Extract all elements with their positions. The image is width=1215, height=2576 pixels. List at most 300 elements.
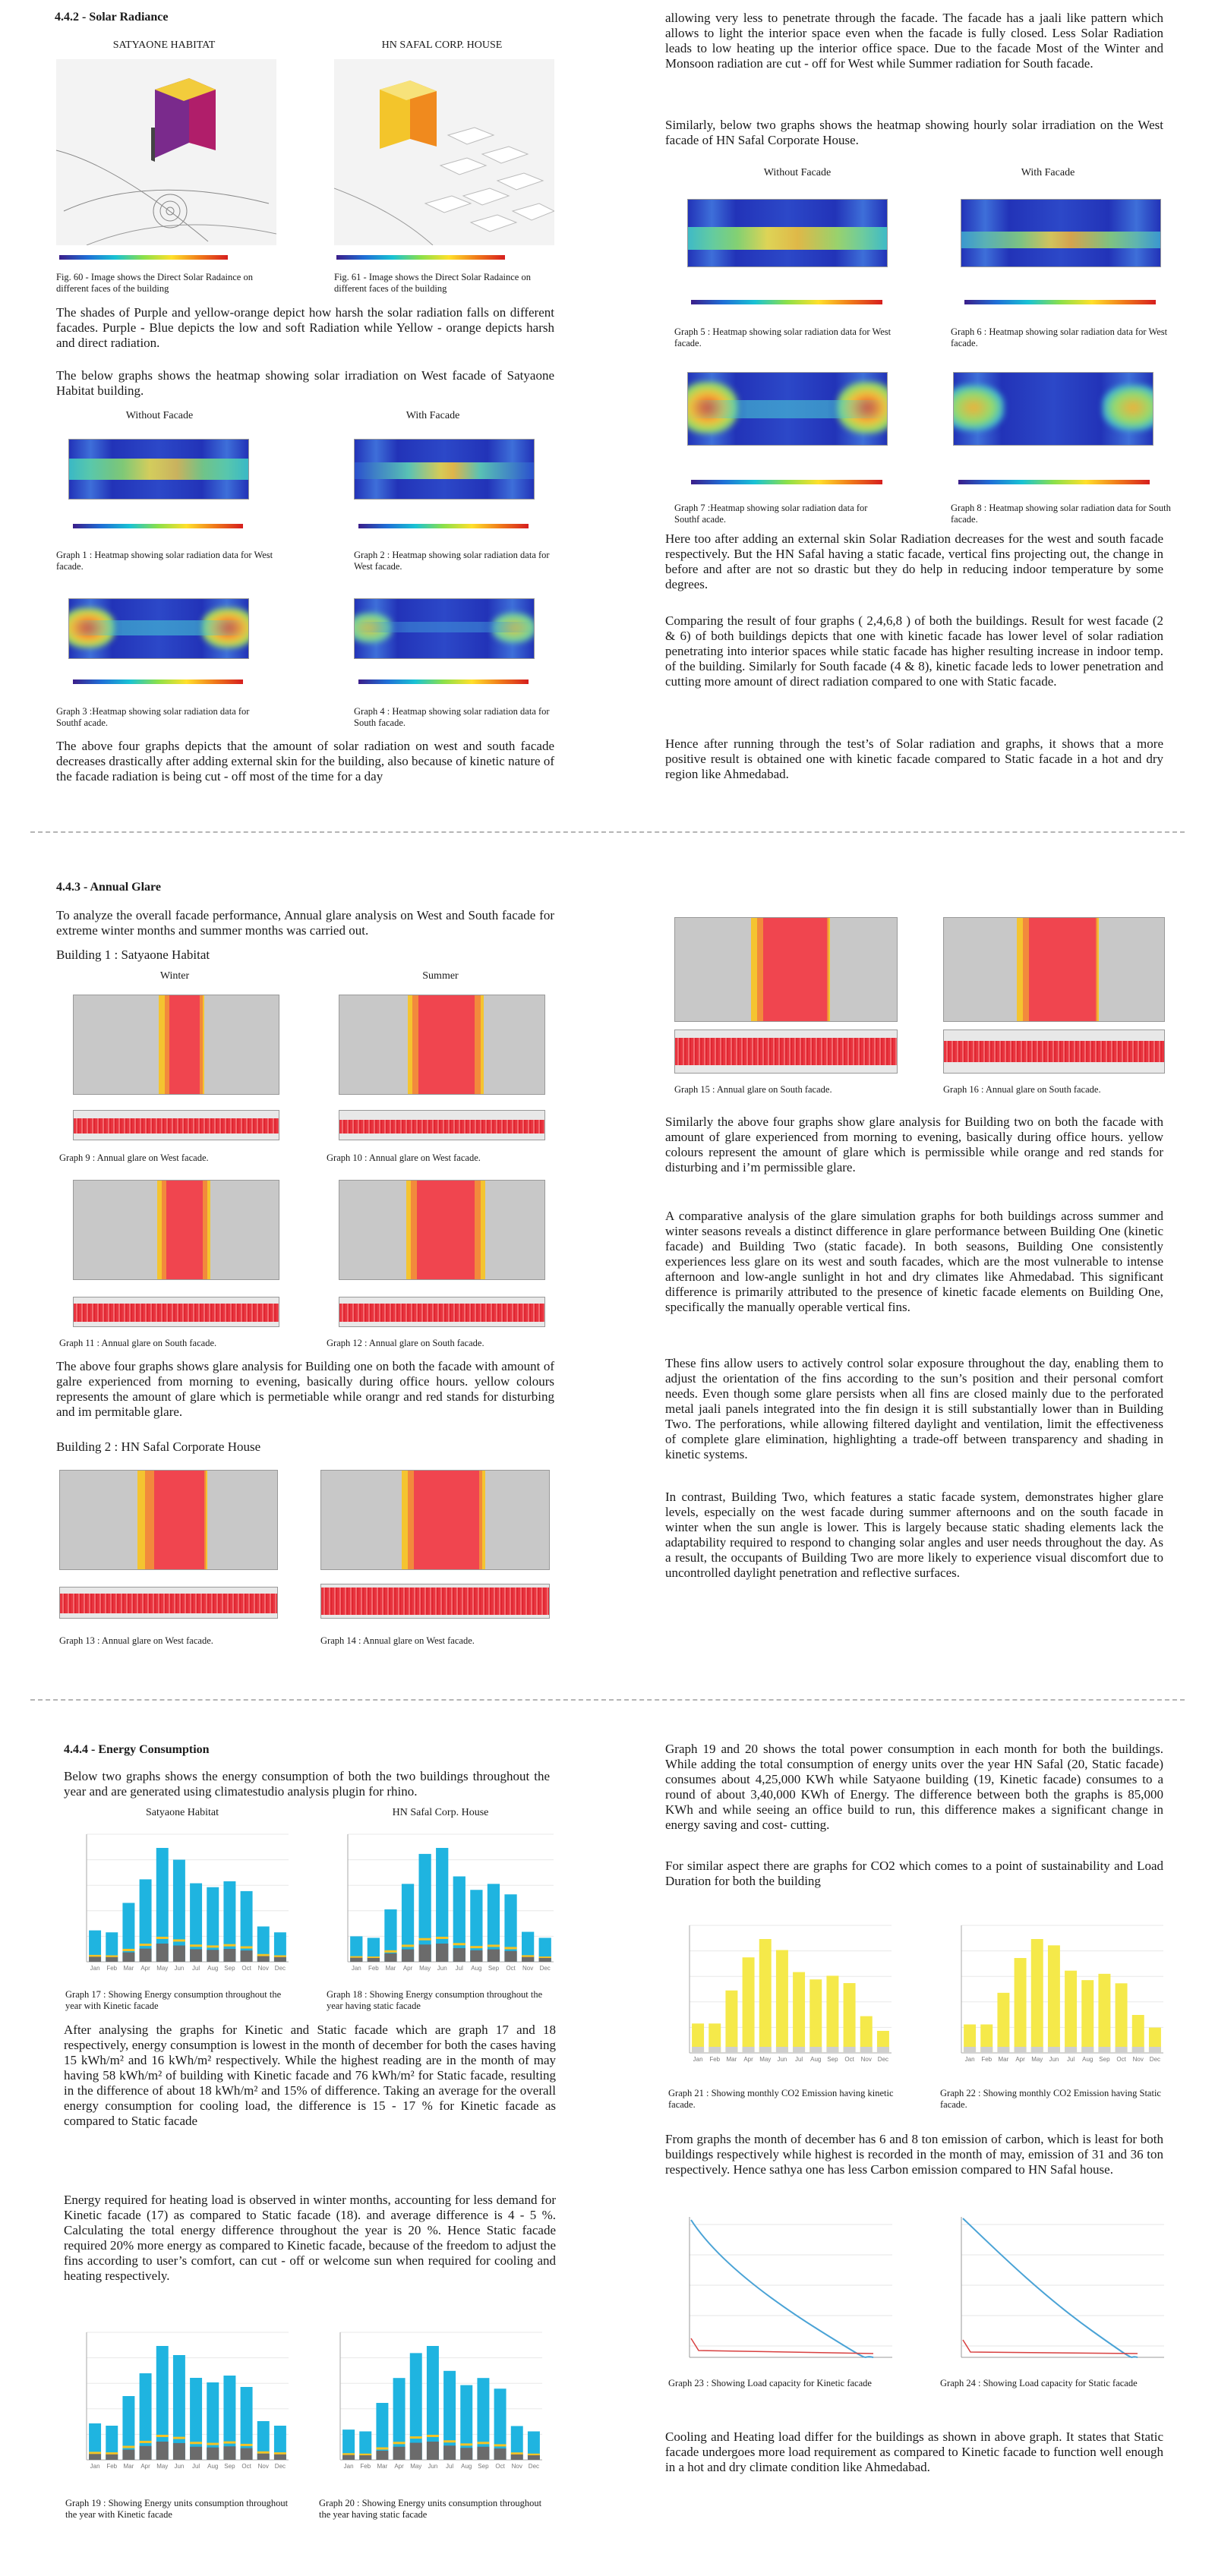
tick-label-dec: Dec — [274, 2463, 286, 2470]
bar-segment-equipment — [223, 1949, 235, 1962]
paragraph: The shades of Purple and yellow-orange depict how harsh the solar radiation falls on different facades. Purple - Blue depicts the low and soft Radiation while Yellow - orange depicts harsh and direct radiation. — [56, 305, 554, 350]
tick-label-aug: Aug — [461, 2463, 472, 2470]
bar-segment-equipment — [393, 2447, 406, 2460]
tick-label-oct: Oct — [241, 2463, 251, 2470]
tick-label-jun: Jun — [428, 2463, 438, 2470]
glare-strip-graph-12 — [339, 1297, 545, 1327]
tick-label-may: May — [759, 2056, 772, 2063]
tick-label-sep: Sep — [478, 2463, 489, 2470]
glare-strip-graph-13 — [59, 1587, 278, 1619]
chart-title-hn-safal: HN Safal Corp. House — [392, 1807, 489, 1818]
bar-segment-base — [826, 2047, 838, 2053]
heatmap-graph-2 — [354, 439, 535, 500]
glare-strip-graph-11 — [73, 1297, 279, 1327]
bar-aug — [1081, 1980, 1094, 2053]
tick-label-aug: Aug — [810, 2056, 822, 2063]
bar-segment-equipment — [190, 2447, 202, 2460]
bar-segment-lighting — [156, 1937, 169, 1939]
paragraph: Similarly the above four graphs show glare analysis for Building two on both the facade with amount of glare experienced from morning to evening, basically during office hours. yellow colours represent the amount of glare which is permissible while orange and red stands for disturbing and i’m permissible glare. — [665, 1115, 1163, 1174]
image-title-satyaone: SATYAONE HABITAT — [112, 39, 216, 51]
tick-label-mar: Mar — [726, 2056, 737, 2063]
bar-segment-equipment — [140, 1949, 152, 1962]
paragraph: The below graphs shows the heatmap showing solar irradiation on West facade of Satyaone Habitat building. — [56, 368, 554, 398]
bar-segment-base — [997, 2047, 1009, 2053]
bar-segment-lighting — [257, 2451, 270, 2454]
tick-label-dec: Dec — [528, 2463, 540, 2470]
glare-chart-graph-13 — [59, 1470, 278, 1570]
caption-graph-23: Graph 23 : Showing Load capacity for Kinetic facade — [668, 2378, 872, 2388]
tick-label-jun: Jun — [1049, 2056, 1059, 2063]
bar-segment-equipment — [511, 2455, 523, 2460]
paragraph: Below two graphs shows the energy consumption of both the two buildings throughout the year and are generated using climatestudio analysis plugin for rhino. — [64, 1769, 550, 1799]
bar-segment-lighting — [241, 1947, 253, 1949]
tick-label-apr: Apr — [394, 2463, 404, 2470]
tick-label-nov: Nov — [257, 1965, 269, 1972]
paragraph: A comparative analysis of the glare simulation graphs for both buildings across summer and winter seasons reveals a distinct difference in glare performance between Building One (kinetic facade) and Building Two (static facade). In both seasons, Building One consistently experiences less glare on its west and south facades, which are the most vulnerable to intense afternoon and low-angle sunlight in hot and dry climates like Ahmedabad. This significant difference is primarily attributed to the presence of kinetic facade elements on Building One, specifically the manually operable vertical fins. — [665, 1209, 1163, 1314]
color-scale-bar — [691, 480, 882, 484]
color-scale-bar — [336, 255, 505, 260]
bar-mar — [725, 1991, 737, 2053]
paragraph: Cooling and Heating load differ for the buildings as shown in above graph. It states that Static facade undergoes more load requirement as compared to Kinetic facade to function well enough in a hot and dry climate condition like Ahmedabad. — [665, 2429, 1163, 2474]
heatmap-graph-1 — [68, 439, 249, 500]
bar-jun — [776, 1950, 788, 2053]
bar-segment-lighting — [443, 2440, 456, 2442]
caption-graph-20: Graph 20 : Showing Energy units consumption throughout the year having static facade — [319, 2498, 542, 2520]
bar-segment-base — [692, 2047, 704, 2053]
tick-label-feb: Feb — [709, 2056, 721, 2063]
bar-segment-equipment — [460, 2448, 472, 2460]
bar-segment-lighting — [460, 2443, 472, 2445]
heatmap-graph-7 — [687, 372, 888, 446]
tick-label-may: May — [1031, 2056, 1043, 2063]
caption-graph-21: Graph 21 : Showing monthly CO2 Emission having kinetic facade. — [668, 2088, 894, 2110]
label-with-facade: With Facade — [1021, 167, 1075, 178]
bar-segment-base — [860, 2047, 873, 2053]
bar-segment-base — [844, 2047, 856, 2053]
bar-sep — [826, 1975, 838, 2053]
color-scale-bar — [358, 524, 529, 528]
bar-segment-equipment — [156, 1944, 169, 1962]
load-duration-chart-graph-24 — [940, 2209, 1168, 2369]
paragraph: From graphs the month of december has 6 and 8 ton emission of carbon, which is least for both buildings respectively while highest is recorded in the month of may, emission of 31 and 36 ton respectively. Hence sathya one has less Carbon emission compared to HN Safal house. — [665, 2132, 1163, 2177]
bar-segment-base — [1015, 2047, 1027, 2053]
caption-graph-12: Graph 12 : Annual glare on South facade. — [327, 1338, 484, 1348]
label-without-facade: Without Facade — [125, 410, 194, 421]
tick-label-jan: Jan — [351, 1965, 361, 1972]
bar-segment-lighting — [140, 1944, 152, 1946]
bar-segment-base — [1132, 2047, 1144, 2053]
section-heading-energy-consumption: 4.4.4 - Energy Consumption — [64, 1743, 210, 1756]
bar-segment-base — [759, 2047, 772, 2053]
tick-label-jan: Jan — [343, 2463, 354, 2470]
bar-segment-lighting — [376, 2448, 388, 2450]
bar-segment-lighting — [257, 1954, 270, 1956]
bar-segment-equipment — [223, 2446, 235, 2460]
bar-chart-graph-18 — [327, 1825, 558, 1985]
bar-segment-lighting — [274, 2452, 286, 2455]
bar-segment-lighting — [393, 2442, 406, 2444]
tick-label-apr: Apr — [1015, 2056, 1025, 2063]
bar-chart-graph-17 — [65, 1825, 293, 1985]
tick-label-sep: Sep — [827, 2056, 838, 2063]
tick-label-aug: Aug — [471, 1965, 482, 1972]
tick-label-may: May — [419, 1965, 431, 1972]
bar-segment-base — [793, 2047, 805, 2053]
bar-segment-equipment — [241, 2448, 253, 2460]
bar-segment-base — [980, 2047, 993, 2053]
tick-label-mar: Mar — [123, 2463, 134, 2470]
color-scale-bar — [691, 300, 882, 304]
tick-label-jun: Jun — [174, 2463, 185, 2470]
label-summer: Summer — [422, 970, 459, 982]
caption-fig-61: Fig. 61 - Image shows the Direct Solar Radaince on different faces of the building — [334, 272, 531, 294]
hn-safal-render-image — [334, 59, 554, 245]
bar-may — [759, 1939, 772, 2053]
bar-chart-graph-19 — [65, 2323, 293, 2483]
bar-chart-graph-21 — [668, 1916, 896, 2076]
tick-label-oct: Oct — [241, 1965, 251, 1972]
tick-label-aug: Aug — [207, 1965, 219, 1972]
tick-label-nov: Nov — [511, 2463, 522, 2470]
load-duration-chart-graph-23 — [668, 2209, 896, 2369]
label-without-facade: Without Facade — [763, 167, 832, 178]
tick-label-jun: Jun — [437, 1965, 447, 1972]
tick-label-jul: Jul — [1066, 2056, 1075, 2063]
tick-label-feb: Feb — [106, 2463, 118, 2470]
bar-segment-equipment — [488, 1950, 500, 1962]
bar-segment-equipment — [274, 1957, 286, 1962]
color-scale-bar — [73, 679, 243, 684]
bar-may — [1031, 1939, 1043, 2053]
caption-graph-17: Graph 17 : Showing Energy consumption throughout the year with Kinetic facade — [65, 1989, 282, 2011]
tick-label-may: May — [156, 2463, 169, 2470]
tick-label-oct: Oct — [1116, 2056, 1126, 2063]
bar-segment-equipment — [539, 1958, 551, 1962]
tick-label-jul: Jul — [191, 2463, 200, 2470]
bar-segment-lighting — [156, 2435, 169, 2437]
bar-segment-equipment — [427, 2442, 439, 2460]
bar-mar — [997, 1993, 1009, 2053]
paragraph: To analyze the overall facade performance, Annual glare analysis on West and South facade for extreme winter months and summer months was carried out. — [56, 908, 554, 938]
caption-graph-15: Graph 15 : Annual glare on South facade. — [674, 1084, 832, 1095]
tick-label-dec: Dec — [1149, 2056, 1161, 2063]
color-scale-bar — [73, 524, 243, 528]
paragraph: Energy required for heating load is observed in winter months, accounting for less demand for Kinetic facade (17) as compared to Static facade (18). and average difference is 4 - 5 %. Calculating the total energy difference throughout the year is 20 %. Hence Static facade required 20% more energy as compared to Kinetic facade, because of the freedom to adjust the fins according to user’s comfort, can cut - off or welcome sun when required for cooling and heating respectively. — [64, 2193, 556, 2283]
label-with-facade: With Facade — [406, 410, 460, 421]
image-title-hn-safal: HN SAFAL CORP. HOUSE — [381, 39, 503, 51]
bar-segment-equipment — [122, 2450, 134, 2460]
tick-label-oct: Oct — [495, 2463, 505, 2470]
bar-segment-equipment — [122, 1953, 134, 1962]
glare-strip-graph-15 — [674, 1029, 898, 1074]
tick-label-mar: Mar — [123, 1965, 134, 1972]
bar-segment-lighting — [504, 1947, 516, 1949]
caption-graph-6: Graph 6 : Heatmap showing solar radiation data for West facade. — [951, 326, 1168, 348]
caption-graph-19: Graph 19 : Showing Energy units consumption throughout the year with Kinetic facade — [65, 2498, 289, 2520]
bar-segment-lighting — [494, 2444, 507, 2446]
bar-segment-lighting — [223, 1944, 235, 1947]
bar-segment-equipment — [173, 1945, 185, 1962]
bar-segment-base — [708, 2047, 721, 2053]
section-heading-solar-radiance: 4.4.2 - Solar Radiance — [55, 11, 169, 24]
tick-label-jan: Jan — [90, 1965, 100, 1972]
caption-graph-9: Graph 9 : Annual glare on West facade. — [59, 1152, 209, 1163]
tick-label-feb: Feb — [981, 2056, 993, 2063]
tick-label-jun: Jun — [174, 1965, 185, 1972]
tick-label-jul: Jul — [191, 1965, 200, 1972]
glare-chart-graph-9 — [73, 995, 279, 1095]
bar-segment-equipment — [241, 1950, 253, 1962]
tick-label-feb: Feb — [106, 1965, 118, 1972]
color-scale-bar — [59, 255, 228, 260]
bar-apr — [743, 1957, 755, 2053]
caption-fig-60: Fig. 60 - Image shows the Direct Solar Radaince on different faces of the building — [56, 272, 253, 294]
tick-label-dec: Dec — [539, 1965, 551, 1972]
tick-label-jan: Jan — [693, 2056, 703, 2063]
bar-segment-lighting — [173, 1939, 185, 1941]
tick-label-mar: Mar — [998, 2056, 1009, 2063]
glare-chart-graph-12 — [339, 1180, 545, 1280]
caption-graph-22: Graph 22 : Showing monthly CO2 Emission having Static facade. — [940, 2088, 1161, 2110]
caption-graph-4: Graph 4 : Heatmap showing solar radiation data for South facade. — [354, 706, 550, 728]
tick-label-sep: Sep — [488, 1965, 500, 1972]
tick-label-sep: Sep — [224, 1965, 235, 1972]
glare-chart-graph-10 — [339, 995, 545, 1095]
caption-graph-7: Graph 7 :Heatmap showing solar radiation data for Southf acade. — [674, 503, 868, 525]
caption-graph-24: Graph 24 : Showing Load capacity for Static facade — [940, 2378, 1138, 2388]
bar-segment-equipment — [156, 2442, 169, 2460]
bar-segment-lighting — [427, 2435, 439, 2437]
bar-segment-equipment — [494, 2448, 507, 2460]
tick-label-may: May — [410, 2463, 422, 2470]
bar-segment-equipment — [89, 1956, 101, 1962]
tick-label-feb: Feb — [368, 1965, 379, 1972]
tick-label-nov: Nov — [257, 2463, 269, 2470]
bar-oct — [1116, 1983, 1128, 2053]
bar-sep — [1098, 1974, 1110, 2053]
bar-segment-equipment — [257, 2454, 270, 2460]
bar-segment-lighting — [453, 1943, 465, 1945]
tick-label-dec: Dec — [877, 2056, 889, 2063]
building-2-label: Building 2 : HN Safal Corporate House — [56, 1439, 261, 1454]
bar-segment-base — [1065, 2047, 1077, 2053]
bar-segment-equipment — [359, 2455, 371, 2460]
bar-jul — [1065, 1971, 1077, 2053]
bar-segment-equipment — [274, 2455, 286, 2460]
glare-chart-graph-14 — [320, 1470, 550, 1570]
bar-segment-lighting — [106, 2452, 118, 2455]
bar-segment-lighting — [477, 2442, 489, 2444]
caption-graph-11: Graph 11 : Annual glare on South facade. — [59, 1338, 217, 1348]
bar-segment-lighting — [173, 2437, 185, 2439]
bar-aug — [809, 1979, 822, 2053]
bar-segment-lighting — [488, 1944, 500, 1947]
bar-segment-base — [877, 2047, 889, 2053]
caption-graph-14: Graph 14 : Annual glare on West facade. — [320, 1635, 475, 1646]
bar-segment-base — [1098, 2047, 1110, 2053]
bar-segment-equipment — [207, 2448, 219, 2460]
paragraph: Similarly, below two graphs shows the heatmap showing hourly solar irradiation on the West facade of HN Safal Corporate House. — [665, 118, 1163, 147]
caption-graph-5: Graph 5 : Heatmap showing solar radiation data for West facade. — [674, 326, 892, 348]
heatmap-graph-4 — [354, 598, 535, 659]
bar-segment-equipment — [522, 1957, 534, 1962]
bar-segment-lighting — [511, 2452, 523, 2455]
paragraph: The above four graphs depicts that the amount of solar radiation on west and south facade decreases drastically after adding external skin for the building, also because of kinetic nature of the facade radiation is being cut - off most of the time for a day — [56, 739, 554, 784]
paragraph: Hence after running through the test’s of Solar radiation and graphs, it shows that a more positive result is obtained one with kinetic facade compared to Static facade in a hot and dry region like Ahmedabad. — [665, 736, 1163, 781]
bar-segment-lighting — [223, 2442, 235, 2444]
bar-jul — [793, 1972, 805, 2053]
bar-segment-equipment — [173, 2443, 185, 2460]
bar-segment-equipment — [418, 1944, 431, 1962]
caption-graph-10: Graph 10 : Annual glare on West facade. — [327, 1152, 481, 1163]
bar-segment-base — [776, 2047, 788, 2053]
bar-jun — [1048, 1945, 1060, 2053]
bar-apr — [1015, 1958, 1027, 2053]
bar-segment-equipment — [528, 2455, 540, 2460]
bar-segment-lighting — [122, 2446, 134, 2448]
tick-label-nov: Nov — [860, 2056, 872, 2063]
bar-segment-lighting — [436, 1937, 448, 1939]
tick-label-nov: Nov — [522, 1965, 534, 1972]
tick-label-oct: Oct — [844, 2056, 854, 2063]
tick-label-nov: Nov — [1132, 2056, 1144, 2063]
bar-chart-graph-20 — [319, 2323, 547, 2483]
building-1-label: Building 1 : Satyaone Habitat — [56, 947, 210, 962]
tick-label-mar: Mar — [385, 1965, 396, 1972]
caption-graph-13: Graph 13 : Annual glare on West facade. — [59, 1635, 213, 1646]
bar-segment-lighting — [140, 2441, 152, 2443]
tick-label-mar: Mar — [377, 2463, 388, 2470]
bar-segment-base — [1031, 2047, 1043, 2053]
caption-graph-3: Graph 3 :Heatmap showing solar radiation data for Southf acade. — [56, 706, 250, 728]
bar-segment-lighting — [384, 1950, 396, 1953]
glare-chart-graph-11 — [73, 1180, 279, 1280]
bar-segment-equipment — [106, 2455, 118, 2460]
paragraph: Comparing the result of four graphs ( 2,4,6,8 ) of both the buildings. Result for west facade (2 & 6) of both buildings depicts that one with kinetic facade has lower level of solar radiation penetrating into interior spaces while static facade has higher resulting increase in indoor temp. of the building. Similarly for South facade (4 & 8), kinetic facade leds to lower penetration and cutting more amount of direct radiation compared to one with Static facade. — [665, 613, 1163, 689]
bar-segment-equipment — [190, 1949, 202, 1962]
bar-segment-lighting — [241, 2444, 253, 2446]
bar-segment-lighting — [418, 1938, 431, 1941]
section-divider — [30, 1699, 1185, 1701]
bar-segment-base — [1116, 2047, 1128, 2053]
bar-oct — [844, 1983, 856, 2053]
paragraph: After analysing the graphs for Kinetic and Static facade which are graph 17 and 18 respectively, energy consumption is lowest in the month of december for both the cases having 15 kWh/m² and 16 kWh/m² respectively. While the highest reading are in the month of may having 58 kWh/m² of building with Kinetic facade and 76 kWh/m² for Static facade, resulting in the difference of about 18 kWh/m² and 15% of difference. Taking an average for the overall energy consumption for cooling load, the difference is 15 - 17 % for Kinetic facade as compared to Static facade — [64, 2023, 556, 2128]
bar-segment-lighting — [190, 2442, 202, 2444]
paragraph: The above four graphs shows glare analysis for Building one on both the facade with amount of galre experienced from morning to evening, basically during office hours. yellow colours represents the amount of glare which is permetiable while orangr and red stands for disturbing and im permitable glare. — [56, 1359, 554, 1419]
bar-segment-base — [743, 2047, 755, 2053]
tick-label-jun: Jun — [777, 2056, 787, 2063]
bar-segment-equipment — [89, 2454, 101, 2460]
bar-segment-equipment — [453, 1948, 465, 1962]
tick-label-aug: Aug — [1082, 2056, 1094, 2063]
tick-label-jul: Jul — [445, 2463, 454, 2470]
tick-label-sep: Sep — [1099, 2056, 1110, 2063]
bar-segment-equipment — [376, 2451, 388, 2460]
bar-segment-equipment — [443, 2445, 456, 2460]
bar-segment-equipment — [402, 1950, 414, 1962]
tick-label-jan: Jan — [90, 2463, 100, 2470]
glare-chart-graph-15 — [674, 917, 898, 1022]
bar-segment-base — [809, 2047, 822, 2053]
tick-label-jul: Jul — [794, 2056, 803, 2063]
bar-segment-base — [1081, 2047, 1094, 2053]
chart-title-satyaone: Satyaone Habitat — [145, 1807, 219, 1818]
tick-label-jan: Jan — [964, 2056, 975, 2063]
bar-segment-lighting — [402, 1944, 414, 1947]
paragraph: In contrast, Building Two, which features a static facade system, demonstrates higher glare levels, especially on the west facade during summer afternoons and on the south facade in winter when the sun angle is lower. This is largely because static shading elements lack the adaptability required to respond to changing solar angles and user needs throughout the day. As a result, the occupants of Building Two are more likely to experience visual discomfort due to uncontrolled daylight penetration and reflective surfaces. — [665, 1490, 1163, 1580]
bar-segment-lighting — [89, 2451, 101, 2454]
glare-strip-graph-14 — [320, 1584, 550, 1619]
tick-label-feb: Feb — [360, 2463, 371, 2470]
satyaone-render-image — [56, 59, 276, 245]
bar-segment-equipment — [207, 1950, 219, 1962]
bar-segment-equipment — [350, 1958, 362, 1962]
paragraph: For similar aspect there are graphs for CO2 which comes to a point of sustainability and Load Duration for both the building — [665, 1859, 1163, 1888]
caption-graph-1: Graph 1 : Heatmap showing solar radiation data for West facade. — [56, 550, 273, 572]
bar-segment-lighting — [207, 1945, 219, 1947]
paragraph: allowing very less to penetrate through the facade. The facade has a jaali like pattern which allows to light the interior space even when the facade is fully closed. Less Solar Radiation leads to low heating up the interior office space. Due to the facade Most of the Winter and Monsoon radiation are cut - off for West while Summer radiation for South facade. — [665, 11, 1163, 71]
tick-label-aug: Aug — [207, 2463, 219, 2470]
bar-segment-base — [964, 2047, 976, 2053]
glare-strip-graph-9 — [73, 1110, 279, 1140]
bar-segment-equipment — [384, 1953, 396, 1962]
tick-label-jul: Jul — [455, 1965, 463, 1972]
bar-segment-equipment — [410, 2443, 422, 2461]
bar-segment-equipment — [342, 2455, 355, 2460]
tick-label-apr: Apr — [402, 1965, 413, 1972]
label-winter: Winter — [159, 970, 190, 982]
bar-segment-base — [1149, 2047, 1161, 2053]
section-heading-annual-glare: 4.4.3 - Annual Glare — [56, 881, 161, 894]
color-scale-bar — [358, 679, 529, 684]
paragraph: Here too after adding an external skin Solar Radiation decreases for the west and south facade respectively. But the HN Safal having a static facade, vertical fins projecting out, the change in before and after are not so drastic but they do help in reducing indoor temperature by some degrees. — [665, 531, 1163, 591]
color-scale-bar — [964, 300, 1156, 304]
heatmap-graph-3 — [68, 598, 249, 659]
bar-segment-lighting — [410, 2436, 422, 2439]
bar-segment-equipment — [470, 1950, 482, 1962]
bar-segment-equipment — [140, 2446, 152, 2460]
bar-segment-lighting — [470, 1946, 482, 1948]
paragraph: These fins allow users to actively control solar exposure throughout the day, enabling them to adjust the orientation of the fins according to the sun’s position and their personal comfort needs. Even though some glare persists when all fins are closed mainly due to the perforated metal jaali panels integrated into the fin design it is still substantially lower than in Building Two. The perforations, while allowing filtered daylight and ventilation, limit the effectiveness of complete glare elimination, highlighting a trade-off between transparency and shading in kinetic systems. — [665, 1356, 1163, 1461]
bar-segment-base — [1048, 2047, 1060, 2053]
tick-label-oct: Oct — [506, 1965, 516, 1972]
caption-graph-16: Graph 16 : Annual glare on South facade. — [943, 1084, 1101, 1095]
bar-segment-lighting — [122, 1949, 134, 1951]
heatmap-graph-5 — [687, 199, 888, 267]
bar-chart-graph-22 — [940, 1916, 1168, 2076]
bar-segment-equipment — [436, 1944, 448, 1962]
tick-label-dec: Dec — [274, 1965, 286, 1972]
bar-segment-lighting — [207, 2443, 219, 2445]
bar-segment-equipment — [504, 1951, 516, 1962]
color-scale-bar — [958, 480, 1150, 484]
tick-label-apr: Apr — [743, 2056, 753, 2063]
bar-segment-equipment — [106, 1957, 118, 1962]
glare-strip-graph-10 — [339, 1110, 545, 1140]
tick-label-may: May — [156, 1965, 169, 1972]
caption-graph-18: Graph 18 : Showing Energy consumption throughout the year having static facade — [327, 1989, 543, 2011]
paragraph: Graph 19 and 20 shows the total power consumption in each month for both the buildings. While adding the total consumption of energy units over the year HN Safal (20, Static facade) consumes about 4,25,000 KWh while Satyaone building (19, Kinetic facade) consumes to a round of about 3,40,000 KWh of Energy. The difference between both the graphs is 85,000 KWh and while seeing an office build to run, this difference makes a significant change in energy saving and cost- cutting. — [665, 1742, 1163, 1832]
section-divider — [30, 831, 1185, 833]
bar-segment-lighting — [190, 1944, 202, 1947]
bar-segment-equipment — [257, 1956, 270, 1962]
glare-strip-graph-16 — [943, 1029, 1165, 1074]
caption-graph-2: Graph 2 : Heatmap showing solar radiation data for West facade. — [354, 550, 550, 572]
glare-chart-graph-16 — [943, 917, 1165, 1022]
tick-label-sep: Sep — [224, 2463, 235, 2470]
heatmap-graph-8 — [953, 372, 1153, 446]
bar-segment-equipment — [477, 2447, 489, 2460]
